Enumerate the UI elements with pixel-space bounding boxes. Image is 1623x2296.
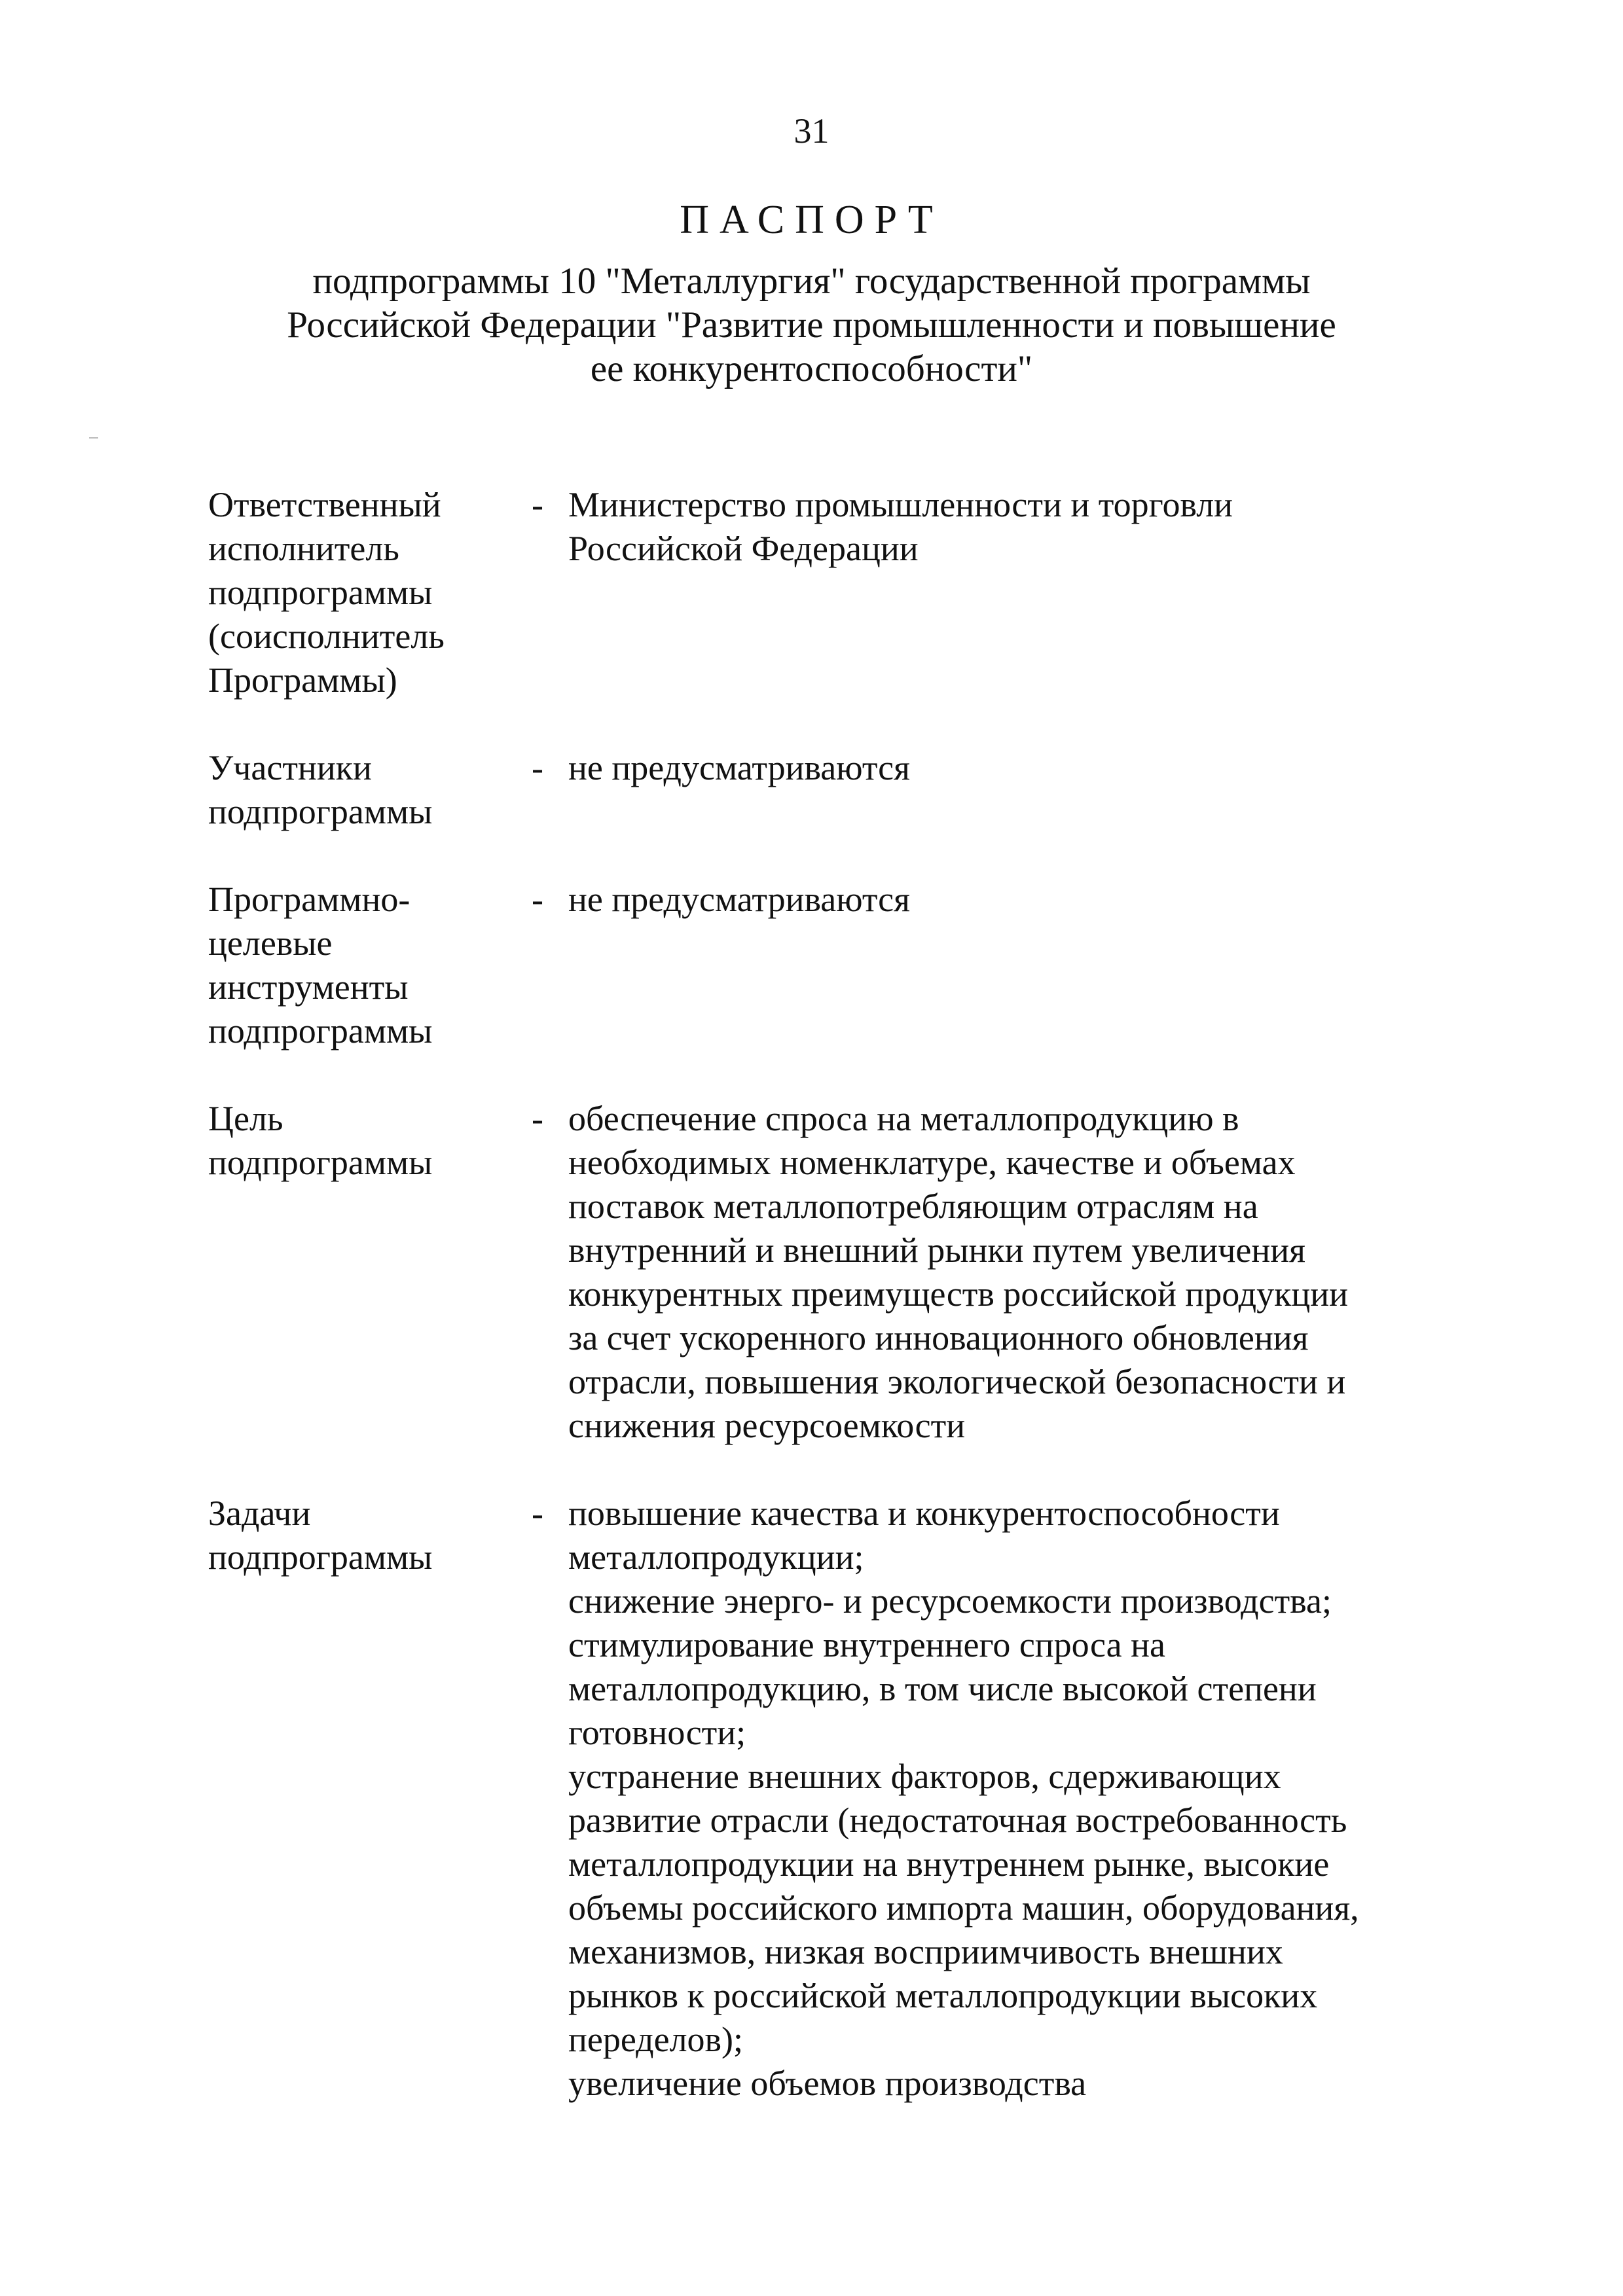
passport-row-responsible-executor: [208, 483, 1452, 702]
label-line: подпрограммы: [208, 573, 433, 612]
row-label: [208, 1492, 522, 1579]
label-line: подпрограммы: [208, 1537, 433, 1577]
label-line: Задачи: [208, 1494, 311, 1533]
label-line: Цель: [208, 1099, 283, 1138]
subtitle-line: подпрограммы 10 "Металлургия" государственной программы: [312, 260, 1311, 302]
row-dash: -: [532, 1099, 543, 1138]
page-title: ПАСПОРТ: [680, 198, 943, 242]
label-line: Программы): [208, 660, 397, 700]
value-line: за счет ускоренного инновационного обновления: [568, 1318, 1309, 1357]
subtitle-line: ее конкурентоспособности": [590, 348, 1033, 389]
scan-artifact-mark: [89, 437, 98, 439]
row-value: [568, 746, 1452, 790]
value-line: не предусматриваются: [568, 748, 910, 787]
row-dash: -: [532, 485, 543, 524]
label-line: подпрограммы: [208, 792, 433, 831]
label-line: подпрограммы: [208, 1011, 433, 1050]
passport-row-instruments: [208, 878, 1452, 1053]
value-line: повышение качества и конкурентоспособности: [568, 1494, 1280, 1533]
passport-row-tasks: [208, 1492, 1452, 2106]
value-line: Министерство промышленности и торговли: [568, 485, 1233, 524]
row-label: [208, 483, 522, 702]
value-line: стимулирование внутреннего спроса на: [568, 1625, 1165, 1664]
label-line: (соисполнитель: [208, 617, 445, 656]
value-line: увеличение объемов производства: [568, 2064, 1087, 2103]
label-line: исполнитель: [208, 529, 399, 568]
value-line: рынков к российской металлопродукции высоких: [568, 1976, 1318, 2015]
passport-row-goal: [208, 1097, 1452, 1448]
value-line: Российской Федерации: [568, 529, 919, 568]
value-line: необходимых номенклатуре, качестве и объемах: [568, 1143, 1296, 1182]
row-label: [208, 878, 522, 1053]
label-line: подпрограммы: [208, 1143, 433, 1182]
label-line: Ответственный: [208, 485, 441, 524]
value-line: объемы российского импорта машин, оборудования,: [568, 1888, 1359, 1928]
value-line: поставок металлопотребляющим отраслям на: [568, 1187, 1258, 1226]
value-line: готовности;: [568, 1713, 746, 1752]
passport-table: [208, 483, 1452, 2106]
value-line: снижение энерго- и ресурсоемкости производства;: [568, 1581, 1332, 1621]
page-subtitle: [0, 259, 1623, 391]
value-line: механизмов, низкая восприимчивость внешних: [568, 1932, 1283, 1971]
value-line: снижения ресурсоемкости: [568, 1406, 966, 1445]
page-number: 31: [793, 111, 830, 151]
row-dash: -: [532, 880, 543, 919]
value-line: отрасли, повышения экологической безопасности и: [568, 1362, 1346, 1401]
value-line: конкурентных преимуществ российской продукции: [568, 1274, 1349, 1314]
value-line: устранение внешних факторов, сдерживающих: [568, 1757, 1281, 1796]
label-line: целевые: [208, 924, 333, 963]
row-dash: -: [532, 1494, 543, 1533]
label-line: инструменты: [208, 967, 409, 1007]
row-dash: -: [532, 748, 543, 787]
row-value: [568, 1097, 1452, 1448]
value-line: внутренний и внешний рынки путем увеличения: [568, 1230, 1305, 1270]
row-value: [568, 878, 1452, 922]
value-line: металлопродукции;: [568, 1537, 864, 1577]
value-line: развитие отрасли (недостаточная востребованность: [568, 1801, 1347, 1840]
value-line: не предусматриваются: [568, 880, 910, 919]
value-line: металлопродукции на внутреннем рынке, высокие: [568, 1844, 1330, 1884]
row-value: [568, 1492, 1452, 2106]
value-line: обеспечение спроса на металлопродукцию в: [568, 1099, 1239, 1138]
value-line: металлопродукцию, в том числе высокой степени: [568, 1669, 1317, 1708]
label-line: Участники: [208, 748, 372, 787]
row-label: [208, 1097, 522, 1185]
value-line: переделов);: [568, 2020, 743, 2059]
row-value: [568, 483, 1452, 571]
row-label: [208, 746, 522, 834]
label-line: Программно-: [208, 880, 410, 919]
passport-row-participants: [208, 746, 1452, 834]
subtitle-line: Российской Федерации "Развитие промышленности и повышение: [287, 304, 1336, 346]
